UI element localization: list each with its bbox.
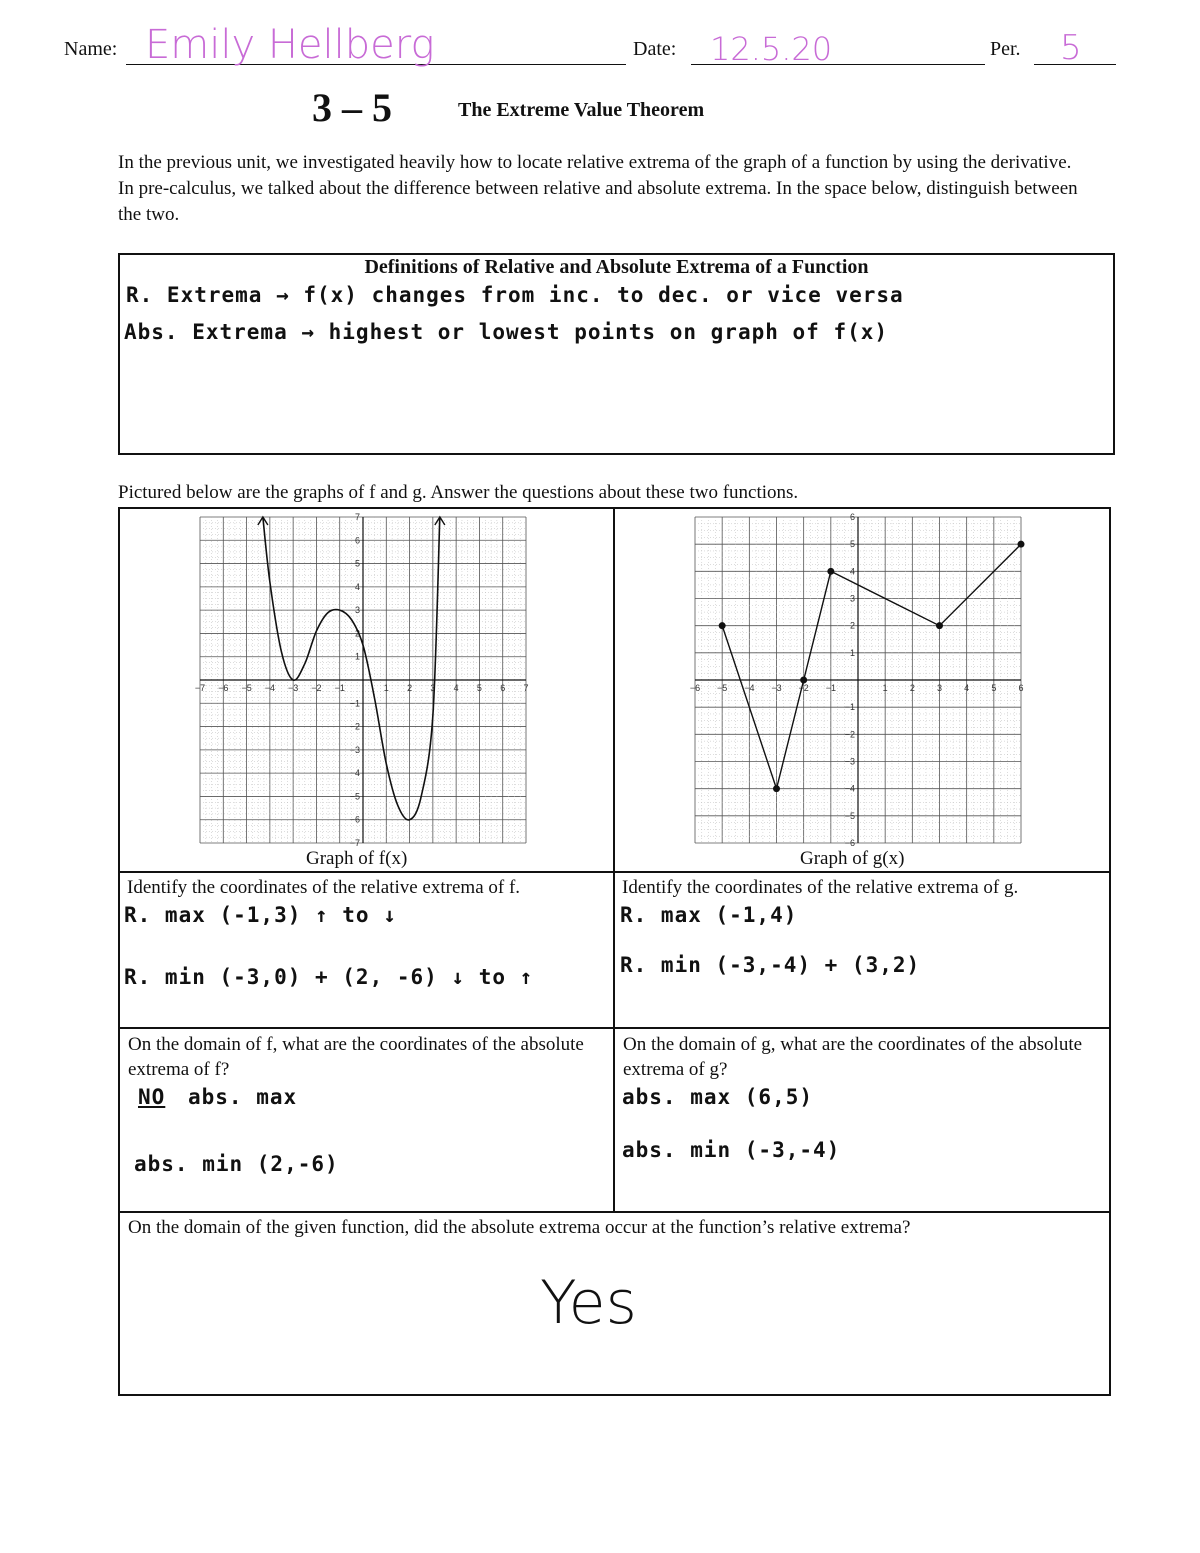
f-x-tick-label: −6 <box>218 683 229 693</box>
question-absolute-extrema-g: On the domain of g, what are the coordinates of the absolute extrema of g? <box>623 1034 1083 1080</box>
g-x-tick-label: 4 <box>964 683 970 693</box>
f-y-tick-label: 3 <box>354 605 360 616</box>
table-divider-2 <box>118 1027 1111 1029</box>
f-x-tick-label: −7 <box>195 683 206 693</box>
period-label: Per. <box>990 38 1021 60</box>
definitions-heading: Definitions of Relative and Absolute Extrema of a Function <box>364 256 869 278</box>
f-y-tick-label: −7 <box>349 838 360 848</box>
graphs-intro: Pictured below are the graphs of f and g. Answer the questions about these two functions. <box>118 482 799 503</box>
graph-g-point <box>1018 541 1025 548</box>
f-x-tick-label: 7 <box>523 683 529 693</box>
answer-g-abs-min[interactable]: abs. min (-3,-4) <box>622 1138 841 1162</box>
f-y-tick-label: 2 <box>354 628 360 639</box>
f-y-tick-label: 4 <box>354 581 360 592</box>
g-y-tick-label: 5 <box>849 539 855 550</box>
g-y-tick-label: 3 <box>849 593 855 604</box>
answer-f-abs-min[interactable]: abs. min (2,-6) <box>134 1152 339 1176</box>
name-label: Name: <box>64 38 118 60</box>
graph-g-point <box>827 568 834 575</box>
date-value[interactable]: 12.5.20 <box>710 30 833 68</box>
f-y-tick-label: 1 <box>354 651 360 662</box>
graph-f <box>195 512 531 848</box>
g-x-tick-label: 3 <box>936 683 943 693</box>
g-y-tick-label: −1 <box>844 702 855 713</box>
graph-f-caption: Graph of f(x) <box>306 848 408 869</box>
f-y-tick-label: 7 <box>354 512 360 522</box>
definition-relative-answer[interactable]: R. Extrema → f(x) changes from inc. to dec. or vice versa <box>126 283 904 307</box>
page-title: The Extreme Value Theorem <box>458 99 705 121</box>
g-x-tick-label: −2 <box>798 683 809 693</box>
f-x-tick-label: 3 <box>430 683 436 693</box>
table-divider-3 <box>118 1211 1111 1213</box>
g-x-tick-label: −1 <box>825 683 836 693</box>
graph-f-axes <box>200 517 529 843</box>
g-y-tick-label: 2 <box>849 620 855 631</box>
f-x-tick-label: 6 <box>500 683 506 693</box>
table-divider-1 <box>118 871 1111 873</box>
definition-absolute-answer[interactable]: Abs. Extrema → highest or lowest points on graph of f(x) <box>124 320 889 344</box>
g-x-tick-label: 6 <box>1018 683 1024 693</box>
g-y-tick-label: −4 <box>844 783 855 794</box>
g-x-tick-label: −6 <box>690 683 701 693</box>
f-y-tick-label: −1 <box>349 698 360 709</box>
name-value[interactable]: Emily Hellberg <box>145 22 435 68</box>
answer-f-no[interactable]: NO <box>138 1085 166 1109</box>
graph-g-axes <box>695 517 1024 843</box>
g-y-tick-label: 4 <box>849 566 855 577</box>
section-number: 3 – 5 <box>312 85 392 130</box>
f-x-tick-label: 2 <box>407 683 413 693</box>
question-absolute-extrema-f: On the domain of f, what are the coordinates of the absolute extrema of f? <box>128 1034 584 1080</box>
g-x-tick-label: 1 <box>882 683 888 693</box>
answer-f-rel-min[interactable]: R. min (-3,0) + (2, -6) ↓ to ↑ <box>124 965 534 989</box>
g-y-tick-label: −2 <box>844 729 855 740</box>
f-y-tick-label: −5 <box>349 791 360 802</box>
answer-yes[interactable]: Yes <box>540 1268 637 1338</box>
question-abs-at-rel: On the domain of the given function, did the absolute extrema occur at the function’s relative extrema? <box>128 1217 911 1238</box>
period-value[interactable]: 5 <box>1060 28 1082 68</box>
date-label: Date: <box>633 38 677 60</box>
g-y-tick-label: −6 <box>844 838 855 848</box>
question-relative-extrema-g: Identify the coordinates of the relative extrema of g. <box>622 877 1019 898</box>
g-y-tick-label: 6 <box>849 512 855 522</box>
question-relative-extrema-f: Identify the coordinates of the relative extrema of f. <box>127 877 521 898</box>
answer-g-abs-max[interactable]: abs. max (6,5) <box>622 1085 814 1109</box>
answer-f-rel-max[interactable]: R. max (-1,3) ↑ to ↓ <box>124 903 397 927</box>
g-x-tick-label: −4 <box>744 683 755 693</box>
graph-g-caption: Graph of g(x) <box>800 848 905 869</box>
answer-f-abs-max[interactable]: abs. max <box>188 1085 298 1109</box>
answer-g-rel-max[interactable]: R. max (-1,4) <box>620 903 798 927</box>
f-y-tick-label: −4 <box>349 768 360 779</box>
f-y-tick-label: −2 <box>349 721 360 732</box>
g-x-tick-label: −5 <box>717 683 728 693</box>
f-y-tick-label: −6 <box>349 814 360 825</box>
graph-g-point <box>800 677 807 684</box>
graph-g-point <box>719 622 726 629</box>
g-y-tick-label: −5 <box>844 810 855 821</box>
f-x-tick-label: −4 <box>264 683 275 693</box>
g-x-tick-label: 5 <box>991 683 997 693</box>
intro-paragraph: In the previous unit, we investigated heavily how to locate relative extrema of the graph of a function by using the derivative. In pre-calculus, we talked about the difference between relative and absolute extrema. In the space below, distinguish between the two. <box>118 152 1078 225</box>
f-x-tick-label: −1 <box>334 683 345 693</box>
f-x-tick-label: 5 <box>476 683 482 693</box>
g-x-tick-label: 2 <box>909 683 915 693</box>
f-x-tick-label: −5 <box>241 683 252 693</box>
g-y-tick-label: 1 <box>849 647 855 658</box>
f-y-tick-label: −3 <box>349 744 360 755</box>
table-divider-vertical <box>613 507 615 1212</box>
f-y-tick-label: 6 <box>354 535 360 546</box>
g-y-tick-label: −3 <box>844 756 855 767</box>
answer-g-rel-min[interactable]: R. min (-3,-4) + (3,2) <box>620 953 921 977</box>
f-x-tick-label: 1 <box>383 683 389 693</box>
f-y-tick-label: 5 <box>354 558 360 569</box>
f-x-tick-label: −3 <box>288 683 299 693</box>
f-x-tick-label: 4 <box>453 683 459 693</box>
graph-g-point <box>936 622 943 629</box>
graph-g <box>690 512 1026 848</box>
graph-g-point <box>773 785 780 792</box>
f-x-tick-label: −2 <box>311 683 322 693</box>
g-x-tick-label: −3 <box>771 683 782 693</box>
